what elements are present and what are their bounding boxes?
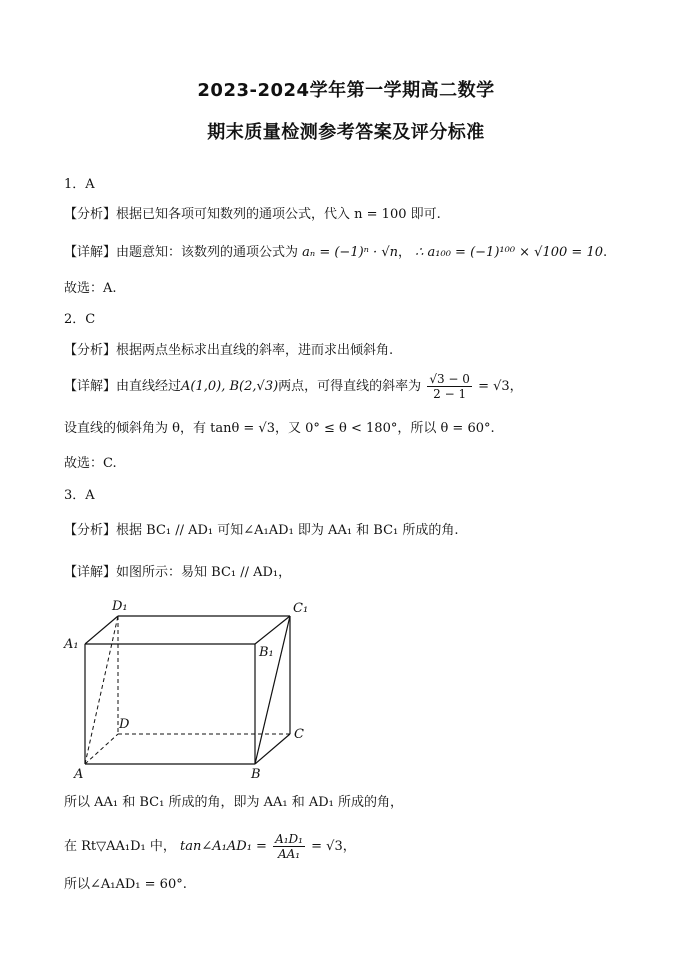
q1-analysis-text: 根据已知各项可知数列的通项公式，代入 n = 100 即可. (116, 207, 441, 222)
q2-number: 2．C (64, 312, 96, 327)
q1-analysis (64, 206, 441, 224)
q1-detail (64, 244, 607, 262)
q3-conclusion-3: 所以∠A₁AD₁ = 60°. (64, 877, 187, 892)
q1-formula-2: ∴ a₁₀₀ = (−1)¹⁰⁰ × √100 = 10 (415, 245, 603, 260)
edge-b-c (255, 734, 290, 764)
q1-detail-text-b: ， (397, 245, 411, 260)
q2-detail-text-a: 由直线经过 (116, 379, 182, 394)
q2-analysis (64, 342, 393, 360)
q3-detail-text: 如图所示：易知 BC₁ // AD₁， (116, 565, 292, 580)
prism-figure (60, 596, 320, 786)
label-a: A (74, 767, 84, 782)
q3-number: 3．A (64, 488, 95, 503)
label-c: C (294, 727, 304, 742)
segment-bc1 (255, 616, 290, 764)
label-a1: A₁ (64, 637, 79, 652)
q3-tan-result: = √3， (311, 839, 356, 854)
q1-formula-1: aₙ = (−1)ⁿ · √n (302, 245, 398, 260)
q3-analysis (64, 522, 459, 540)
q1-detail-tag: 【详解】 (64, 245, 117, 260)
q2-detail (64, 372, 523, 401)
q3-conclusion-2 (64, 832, 356, 861)
q2-answer: 故选：C. (64, 456, 117, 471)
q1-answer: 故选：A. (64, 281, 117, 296)
q2-analysis-tag: 【分析】 (64, 343, 117, 358)
q1-detail-text-c: . (602, 245, 608, 260)
q3-detail-tag: 【详解】 (64, 565, 117, 580)
q3-detail (64, 564, 291, 582)
prism-diagram (60, 596, 320, 782)
q3-analysis-tag: 【分析】 (64, 523, 117, 538)
q1-analysis-tag: 【分析】 (64, 207, 117, 222)
q2-detail-line2: 设直线的倾斜角为 θ，有 tanθ = √3，又 0° ≤ θ < 180°，所以 θ = 60°. (64, 421, 495, 436)
q3-conclusion-2-a: 在 Rt▽AA₁D₁ 中， (64, 839, 176, 854)
q3-frac-numerator: A₁D₁ (275, 832, 303, 846)
q1-number: 1．A (64, 177, 95, 192)
label-d: D (119, 717, 130, 732)
q2-slope-fraction (427, 372, 472, 401)
q3-frac-denominator: AA₁ (277, 847, 301, 861)
q3-analysis-text: 根据 BC₁ // AD₁ 可知∠A₁AD₁ 即为 AA₁ 和 BC₁ 所成的角. (116, 523, 459, 538)
q2-frac-result: = √3， (478, 379, 523, 394)
label-b: B (251, 767, 261, 782)
q2-analysis-text: 根据两点坐标求出直线的斜率，进而求出倾斜角. (116, 343, 394, 358)
q2-frac-numerator: √3 − 0 (429, 372, 470, 386)
q2-frac-denominator: 2 − 1 (433, 387, 467, 401)
q3-tan-expression: tan∠A₁AD₁ = (180, 839, 267, 854)
q1-detail-text-a: 由题意知：该数列的通项公式为 (116, 245, 299, 260)
q2-detail-text-b: 两点，可得直线的斜率为 (278, 379, 422, 394)
title-line-1: 2023-2024学年第一学期高二数学 (197, 80, 495, 101)
q3-tan-fraction (273, 832, 305, 861)
title-line-2: 期末质量检测参考答案及评分标准 (207, 122, 485, 143)
q2-points: A(1,0), B(2,√3) (181, 379, 279, 394)
q2-detail-tag: 【详解】 (64, 379, 117, 394)
hidden-edge-a-d (85, 734, 118, 764)
hidden-segment-ad1 (85, 616, 118, 764)
label-b1: B₁ (259, 645, 274, 660)
label-c1: C₁ (293, 601, 309, 616)
label-d1: D₁ (112, 599, 128, 614)
q3-conclusion-1: 所以 AA₁ 和 BC₁ 所成的角，即为 AA₁ 和 AD₁ 所成的角， (64, 795, 404, 810)
